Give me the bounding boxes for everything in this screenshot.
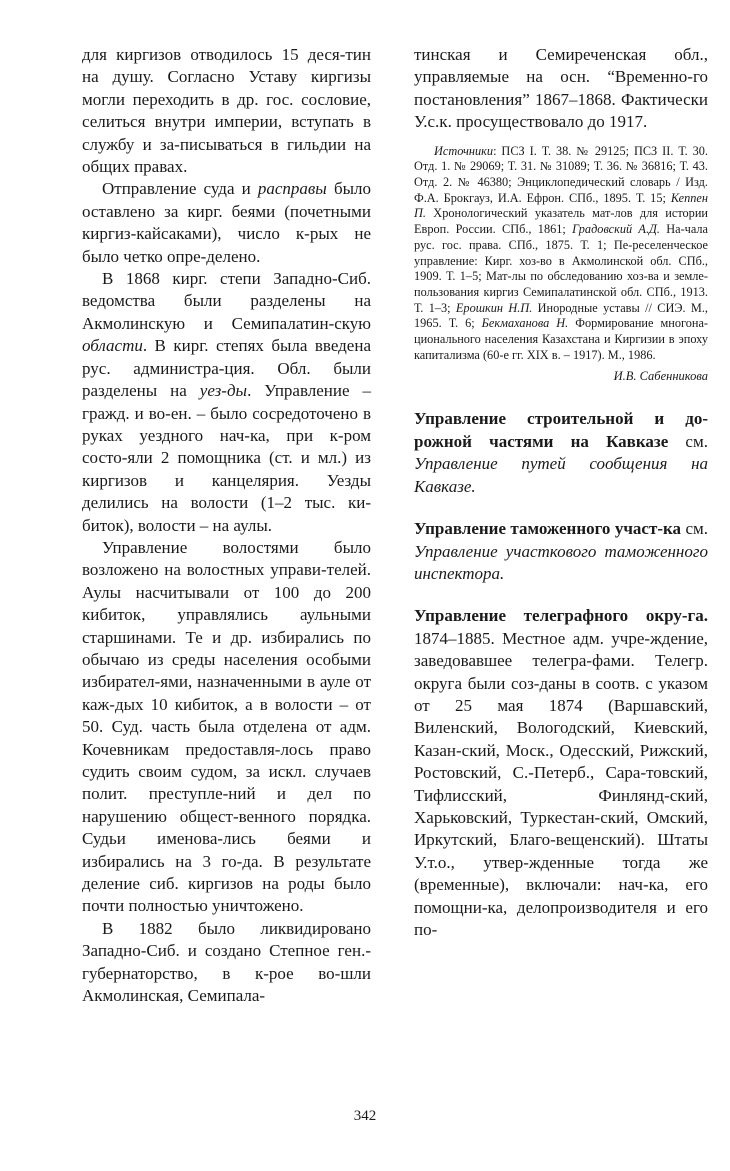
left-paragraph-2: Отправление суда и расправы было оставлено за кирг. беями (почетными киргиз-кайсаками), число к-рых не было четко опре-делено. (82, 179, 371, 266)
left-paragraph-5: В 1882 было ликвидировано Западно-Сиб. и создано Степное ген.-губернаторство, в к-рое во-шли Акмолинская, Семипала- (82, 918, 371, 1006)
left-column (82, 44, 371, 1007)
entry-construction-road: Управление строительной и до-рожной частями на Кавказе см. Управление путей сообщения на Кавказе. (414, 409, 708, 496)
left-paragraph-3: В 1868 кирг. степи Западно-Сиб. ведомства были разделены на Акмолинскую и Семипалатин-скую области. В кирг. степях была введена рус. администра-ция. Обл. были разделены на уез-ды. Управление – гражд. и во-ен. – было сосредоточено в руках уездного нач-ка, при к-ром состо-яли 2 помощника (ст. и мл.) из киргизов и канцелярия. Уезды делились на волости (1–2 тыс. ки-биток), волости – на аулы. (82, 269, 371, 535)
left-paragraph-1: для киргизов отводилось 15 деся-тин на душу. Согласно Уставу киргизы могли переходить в др. гос. сословие, селиться внутри империи, вступать в службу и за-писываться в гильдии на общих правах. (82, 45, 371, 177)
sources-list: Источники: ПСЗ I. Т. 38. № 29125; ПСЗ II. Т. 30. Отд. 1. № 29069; Т. 31. № 31089; Т. 36. № 36816; Т. 43. Отд. 2. № 46380; Энциклопедический словарь / Изд. Ф.А. Брокгауз, И.А. Ефрон. СПб., 1895. Т. 15; Кеппен П. Хронологический указатель мат-лов для истории Европ. России. СПб., 1861; Градовский А.Д. На-чала рус. гос. права. СПб., 1875. Т. 1; Пе-реселенческое управление: Кирг. хоз-во в Акмолинской обл. СПб., 1909. Т. 1–5; Мат-лы по обследованию хоз-ва и земле-пользования киргиз Семипалатинской обл. СПб., 1913. Т. 1–3; Ерошкин Н.П. Инородные уставы // СИЭ. М., 1965. Т. 6; Бекмаханова Н. Формирование многона-ционального населения Казахстана и Киргизии в эпоху капитализма (60-е гг. XIX в. – 1917). М., 1986. (414, 143, 709, 362)
left-paragraph-4: Управление волостями было возложено на волостных управи-телей. Аулы насчитывали от 100 до 200 кибиток, управлялись аульными старшинами. Те и др. избирались по обычаю из среды населения особыми избирател-ями, назначенными в ауле от каж-дых 10 кибиток, а в волости – от 50. Суд. часть была отделена от адм. Кочевникам предоставля-лось право судить своим судом, за искл. случаев полит. преступле-ний и дел по нарушению общест-венного порядка. Судьи именова-лись беями и избирались на 3 го-да. В результате деление сиб. киргизов на роды было почти полностью уничтожено. (82, 537, 371, 916)
entry-customs-section: Управление таможенного участ-ка см. Управление участкового таможенного инспектора. (414, 519, 708, 583)
page-number: 342 (353, 1108, 377, 1124)
right-column (414, 44, 708, 941)
right-continuation: тинская и Семиреченская обл., управляемые на осн. “Временно-го постановления” 1867–1868. Фактически У.с.к. просуществовало до 1917. (414, 45, 708, 132)
author-signature: И.В. Сабенникова (613, 369, 708, 384)
entry-telegraph-district: Управление телеграфного окру-га. 1874–1885. Местное адм. учре-ждение, заведовавшее телегра-фами. Телегр. округа были соз-даны в соотв. с указом от 25 мая 1874 (Варшавский, Виленский, Вологодский, Киевский, Казан-ский, Моск., Одесский, Рижский, Ростовский, С.-Петерб., Сара-товский, Тифлисский, Финлянд-ский, Харьковский, Туркестан-ский, Омский, Иркутский, Благо-вещенский). Штаты У.т.о., утвер-жденные тогда же (временные), включали: нач-ка, его помощни-ка, делопроизводителя и его по- (414, 606, 708, 939)
